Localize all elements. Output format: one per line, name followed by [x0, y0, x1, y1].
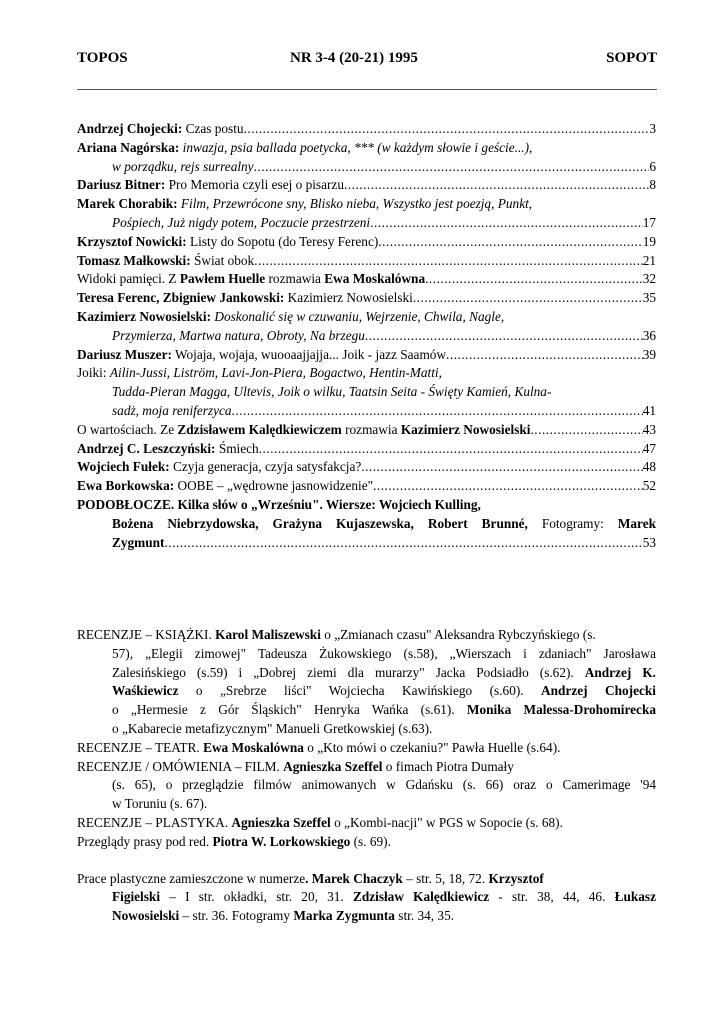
page-number: 52	[642, 478, 656, 494]
entry-text	[77, 440, 259, 459]
entry-text	[77, 176, 344, 195]
dot-leader	[361, 458, 642, 477]
title-text: sadż, moja reniferzyca	[112, 402, 232, 418]
entry-line	[77, 308, 656, 327]
header-divider	[77, 89, 657, 90]
entry-text	[112, 214, 370, 233]
page-number: 3	[649, 121, 656, 136]
bold-text: Piotra W. Lorkowskiego	[212, 833, 351, 849]
entry-text	[77, 233, 378, 252]
entry-text	[77, 252, 254, 271]
text: Widoki pamięci. Z	[77, 271, 180, 287]
page-number: 47	[642, 440, 656, 456]
entry-text	[77, 289, 413, 308]
text: rozmawia	[265, 271, 325, 287]
text: o „Zmianach czasu" Aleksandra Rybczyńskiego (s.	[320, 627, 596, 642]
dot-leader	[446, 346, 643, 365]
bold-text: . Marek Chaczyk	[305, 870, 403, 886]
dot-leader	[425, 270, 643, 289]
bold-text: Ewa Borkowska:	[77, 478, 175, 494]
entry-line	[77, 795, 656, 814]
entry-text	[112, 402, 232, 421]
page-number: 32	[642, 271, 656, 287]
text: rozmawia	[341, 421, 401, 437]
bold-text: Andrzej Chojecki	[541, 683, 656, 699]
text: Czas postu	[182, 121, 244, 136]
text: o „Srebrze liści" Wojciecha Kawińskiego (s.60).	[178, 683, 542, 699]
text: 57), „Elegii zimowej" Tadeusza Żukowskiego (s.58), „Wierszach i zdaniach" Jarosława	[112, 645, 656, 661]
entry-line	[77, 534, 656, 553]
entry-line	[77, 214, 656, 233]
dot-leader	[232, 402, 643, 421]
entry-line	[77, 626, 656, 645]
text: Listy do Sopotu (do Teresy Ferenc)	[186, 233, 379, 249]
text: RECENZJE – KSIĄŻKI.	[77, 627, 216, 642]
entry-line	[77, 682, 656, 701]
toc-entry	[77, 176, 656, 195]
entry-line	[77, 833, 656, 852]
title-text: Doskonalić się w czuwaniu, Wejrzenie, Chwila, Nagle,	[211, 308, 505, 324]
page-number: 8	[649, 177, 656, 193]
dot-leader	[378, 233, 642, 252]
bold-text: Dariusz Bitner:	[77, 177, 166, 193]
text: RECENZJE – PLASTYKA.	[77, 814, 232, 830]
bold-text: Tomasz Małkowski:	[77, 252, 191, 268]
text: Czyja generacja, czyja satysfakcja?	[169, 459, 362, 475]
page-number: 36	[642, 327, 656, 343]
entry-text	[77, 458, 361, 477]
dot-leader	[259, 440, 643, 459]
title-text: inwazja, psia ballada poetycka, *** (w każdym słowie i geście...),	[179, 139, 533, 155]
entry-line	[77, 814, 656, 833]
text: OOBE – „wędrowne jasnowidzenie"	[174, 478, 374, 494]
dot-leader	[244, 120, 650, 139]
entry-line	[77, 364, 656, 383]
title-text: Tudda-Pieran Magga, Ultevis, Joik o wilku, Taatsin Seita - Święty Kamień, Kulna-	[112, 384, 552, 400]
review-entry	[77, 870, 656, 926]
bold-text: Marek Chorabik:	[77, 196, 178, 212]
entry-text	[77, 120, 244, 139]
text: Kazimierz Nowosielski	[284, 290, 413, 306]
bold-text: Marka Zygmunta	[293, 908, 395, 924]
toc-entry	[77, 496, 656, 552]
text: RECENZJE – TEATR.	[77, 739, 204, 755]
page-number: 17	[642, 214, 656, 230]
bold-text: Agnieszka Szeffel	[231, 814, 331, 830]
issue-number: NR 3-4 (20-21) 1995	[290, 50, 418, 66]
bold-text: Monika Malessa-Drohomirecka	[466, 702, 656, 718]
toc-entry	[77, 308, 656, 346]
bold-text: Karol Maliszewski	[215, 627, 321, 642]
entry-line	[77, 383, 656, 402]
bold-text: Marek	[617, 515, 656, 531]
journal-title: TOPOS	[77, 50, 128, 66]
text: RECENZJE / OMÓWIENIA – FILM.	[77, 758, 284, 774]
text: Fotogramy:	[527, 515, 618, 531]
text: Świat obok	[190, 252, 255, 268]
page-number: 6	[649, 158, 656, 174]
bold-text: PODOBŁOCZE. Kilka słów o „Wrześniu". Wiersze: Wojciech Kulling,	[77, 496, 481, 512]
entry-text	[77, 346, 446, 365]
dot-leader	[365, 327, 643, 346]
dot-leader	[413, 289, 643, 308]
toc-entry	[77, 270, 656, 289]
review-entry	[77, 626, 656, 739]
toc-entry	[77, 364, 656, 420]
text: o „Kto mówi o czekaniu?" Pawła Huelle (s.64).	[303, 739, 561, 755]
dot-leader	[254, 158, 650, 177]
text: - str. 38, 44, 46.	[489, 889, 615, 905]
toc-entry	[77, 139, 656, 177]
entry-line	[77, 496, 656, 515]
entry-line	[77, 907, 656, 926]
dot-leader	[164, 534, 642, 553]
page-number: 41	[642, 402, 656, 418]
entry-line	[77, 327, 656, 346]
dot-leader	[370, 214, 643, 233]
dot-leader	[344, 176, 649, 195]
entry-text	[77, 421, 530, 440]
entry-line	[77, 346, 656, 365]
text: – str. 5, 18, 72.	[402, 870, 489, 886]
bold-text: Ewa Moskalówna	[203, 739, 304, 755]
bold-text: Wojciech Fułek:	[77, 459, 170, 475]
toc-entry	[77, 195, 656, 233]
table-of-contents	[77, 120, 656, 552]
text: Joiki:	[77, 365, 110, 381]
bold-text: Zygmunt	[112, 534, 165, 550]
entry-text	[77, 477, 373, 496]
bold-text: Kazimierz Nowosielski	[400, 421, 531, 437]
review-entry	[77, 758, 656, 814]
entry-line	[77, 289, 656, 308]
bold-text: Agnieszka Szeffel	[283, 758, 383, 774]
entry-text	[112, 158, 254, 177]
title-text: Ailin-Jussi, Liström, Lavi-Jon-Piera, Bogactwo, Hentin-Matti,	[109, 365, 442, 381]
bold-text: Łukasz	[614, 889, 656, 905]
page-number: 53	[642, 534, 656, 550]
text: (s. 69).	[350, 833, 391, 849]
text: – I str. okładki, str. 20, 31.	[160, 889, 353, 905]
toc-entry	[77, 120, 656, 139]
bold-text: Waśkiewicz	[112, 683, 179, 699]
page-header	[77, 50, 657, 72]
entry-line	[77, 421, 656, 440]
text: Śmiech	[215, 440, 259, 456]
bold-text: Bożena Niebrzydowska, Grażyna Kujaszewska, Robert Brunné,	[112, 515, 528, 531]
dot-leader	[254, 252, 643, 271]
entry-line	[77, 176, 656, 195]
entry-line	[77, 158, 656, 177]
toc-entry	[77, 458, 656, 477]
dot-leader	[530, 421, 642, 440]
bold-text: Teresa Ferenc, Zbigniew Jankowski:	[77, 290, 285, 306]
toc-entry	[77, 233, 656, 252]
entry-line	[77, 720, 656, 739]
review-entry	[77, 833, 656, 852]
page-number: 48	[642, 459, 656, 475]
text: str. 34, 35.	[394, 908, 455, 924]
text: Wojaja, wojaja, wuooaajjajja... Joik - jazz Saamów	[171, 346, 447, 362]
toc-entry	[77, 346, 656, 365]
entry-line	[77, 440, 656, 459]
page-number: 43	[642, 421, 656, 437]
bold-text: Zdzisławem Kalędkiewiczem	[177, 421, 342, 437]
bold-text: Nowosielski	[112, 908, 180, 924]
entry-line	[77, 701, 656, 720]
title-text: Przymierza, Martwa natura, Obroty, Na brzegu	[112, 327, 365, 343]
entry-line	[77, 515, 656, 534]
page-number: 39	[642, 346, 656, 362]
entry-line	[77, 458, 656, 477]
city-name: SOPOT	[606, 50, 657, 66]
text: Pro Memoria czyli esej o pisarzu	[165, 177, 344, 193]
entry-text	[77, 270, 425, 289]
toc-entry	[77, 477, 656, 496]
text: o „Kombi-nacji" w PGS w Sopocie (s. 68).	[330, 814, 563, 830]
entry-line	[77, 402, 656, 421]
entry-line	[77, 120, 656, 139]
bold-text: Dariusz Muszer:	[77, 346, 172, 362]
entry-line	[77, 195, 656, 214]
page-number: 35	[642, 290, 656, 306]
text: (s. 65), o przeglądzie filmów animowanych w Gdańsku (s. 66) oraz o Camerimage '94	[112, 777, 656, 793]
bold-text: Andrzej K.	[584, 664, 656, 680]
review-entry	[77, 814, 656, 833]
bold-text: Andrzej C. Leszczyński:	[77, 440, 216, 456]
entry-line	[77, 776, 656, 795]
entry-line	[77, 270, 656, 289]
toc-entry	[77, 440, 656, 459]
entry-line	[77, 477, 656, 496]
entry-line	[77, 645, 656, 664]
text: o fimach Piotra Dumały	[382, 758, 514, 774]
text: o „Kabarecie metafizycznym" Manueli Gretkowskiej (s.63).	[112, 720, 433, 736]
page-number: 19	[642, 233, 656, 249]
text: o „Hermesie z Gór Śląskich" Henryka Wańka (s.61).	[112, 702, 467, 718]
reviews-section	[77, 626, 656, 926]
bold-text: Ariana Nagórska:	[77, 139, 180, 155]
dot-leader	[373, 477, 643, 496]
bold-text: Pawłem Huelle	[179, 271, 266, 287]
bold-text: Krzysztof Nowicki:	[77, 233, 187, 249]
entry-line	[77, 139, 656, 158]
text: w Toruniu (s. 67).	[112, 796, 208, 812]
toc-entry	[77, 252, 656, 271]
entry-line	[77, 664, 656, 683]
page-number: 21	[642, 252, 656, 268]
entry-line	[77, 252, 656, 271]
entry-line	[77, 870, 656, 889]
review-entry	[77, 739, 656, 758]
bold-text: Zdzisław Kalędkiewicz	[352, 889, 490, 905]
text: – str. 36. Fotogramy	[179, 908, 294, 924]
title-text: Pośpiech, Już nigdy potem, Poczucie przestrzeni	[112, 214, 371, 230]
entry-line	[77, 739, 656, 758]
entry-line	[77, 233, 656, 252]
bold-text: Krzysztof	[488, 870, 544, 886]
title-text: Film, Przewrócone sny, Blisko nieba, Wszystko jest poezją, Punkt,	[177, 196, 533, 212]
text: Przeglądy prasy pod red.	[77, 833, 213, 849]
text: Prace plastyczne zamieszczone w numerze	[77, 870, 306, 886]
entry-text	[112, 534, 164, 553]
toc-entry	[77, 421, 656, 440]
entry-text	[112, 327, 365, 346]
text: O wartościach. Ze	[77, 421, 178, 437]
toc-entry	[77, 289, 656, 308]
bold-text: Andrzej Chojecki:	[77, 121, 183, 136]
bold-text: Figielski	[112, 889, 161, 905]
spacer	[77, 852, 656, 870]
text: Zalesińskiego (s.59) i „Dobrej ziemi dla murarzy" Jacka Podsiadło (s.62).	[112, 664, 585, 680]
entry-line	[77, 888, 656, 907]
entry-line	[77, 758, 656, 777]
title-text: w porządku, rejs surrealny	[112, 158, 254, 174]
bold-text: Kazimierz Nowosielski:	[77, 308, 212, 324]
bold-text: Ewa Moskalówna	[324, 271, 426, 287]
